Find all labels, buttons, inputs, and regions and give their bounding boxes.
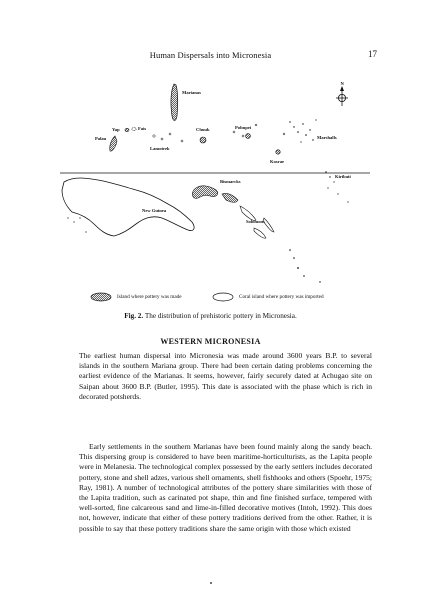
new-guinea-landmass xyxy=(62,178,194,236)
hatched-island-icon xyxy=(90,292,112,302)
paragraph-1-text: The earliest human dispersal into Micronesia was made around 3600 years B.P. to several islands in the southern Mariana group. There had been certain dating problems concerning the earliest evidence of the Marianas. It seems, however, fairly securely dated at Achugao site on Saipan about 3600 B.P. (Butler, 1995). This date is associated with the phase which is rich in decorated potsherds. xyxy=(79,351,372,401)
label-solomons: Solomons xyxy=(246,219,265,224)
bismarcks-islands xyxy=(192,186,238,202)
kosrae-island xyxy=(276,150,280,154)
caption-text: The distribution of prehistoric pottery in Micronesia. xyxy=(144,312,297,320)
marianas-islands xyxy=(171,84,178,121)
paragraph-1 xyxy=(79,351,372,402)
legend-made-label: Island where pottery was made xyxy=(117,294,182,300)
label-pohnpei: Pohnpei xyxy=(235,125,252,130)
label-marshalls: Marshalls xyxy=(317,135,337,140)
label-fais: Fais xyxy=(138,126,147,131)
label-lamotrek: Lamotrek xyxy=(150,146,170,151)
footer-mark xyxy=(210,582,212,584)
caption-prefix: Fig. 2. xyxy=(124,312,144,320)
southern-islands xyxy=(289,249,320,283)
label-marianas: Marianas xyxy=(182,90,201,95)
compass-icon xyxy=(336,86,348,106)
running-head: Human Dispersals into Micronesia xyxy=(149,50,272,60)
compass-label: N xyxy=(340,81,344,86)
yap-island xyxy=(125,128,129,131)
fais-island xyxy=(132,128,136,131)
palau-islands xyxy=(110,136,117,151)
section-heading: WESTERN MICRONESIA xyxy=(160,337,261,346)
label-kiribati: Kiribati xyxy=(335,174,351,179)
label-kosrae: Kosrae xyxy=(270,159,285,164)
chuuk-island xyxy=(200,137,206,143)
figure-caption xyxy=(0,312,421,320)
micronesia-map xyxy=(58,72,370,287)
label-bismarcks: Bismarcks xyxy=(220,179,241,184)
legend-item-made xyxy=(90,292,182,302)
map-svg xyxy=(58,72,370,287)
pohnpei-island xyxy=(246,134,251,139)
western-coast-islets xyxy=(67,217,86,232)
caroline-atolls xyxy=(153,124,285,142)
map-legend xyxy=(90,292,390,306)
marshall-atolls xyxy=(289,119,316,142)
legend-item-imported xyxy=(212,292,324,302)
legend-imported-label: Coral island where pottery was imported xyxy=(239,294,324,300)
label-new-guinea: New Guinea xyxy=(142,208,167,213)
paragraph-2 xyxy=(79,442,372,534)
label-palau: Palau xyxy=(95,136,107,141)
page-number: 17 xyxy=(368,49,377,59)
label-yap: Yap xyxy=(112,127,120,132)
paragraph-2-text: Early settlements in the southern Marianas have been found mainly along the sandy beach. This dispersing group is considered to have been maritime-horticulturists, as the Lapita people were in Melanesia. The technological complex possessed by the early settlers includes decorated pottery, stone and shell adzes, various shell ornaments, shell fishhooks and others (Spoehr, 1975; Ray, 1981). A number of technological attributes of the pottery share similarities with those of the Lapita tradition, such as carinated pot shape, thin and fine finished surface, tempered with well-sorted, fine calcareous sand and lime-in-filled decorative motives (Intoh, 1992). This does not, however, indicate that either of these pottery traditions derived from the other. Rather, it is possible to say that these pottery traditions share the same origin with those which existed xyxy=(79,442,372,533)
coral-island-icon xyxy=(212,292,234,302)
label-chuuk: Chuuk xyxy=(196,127,210,132)
